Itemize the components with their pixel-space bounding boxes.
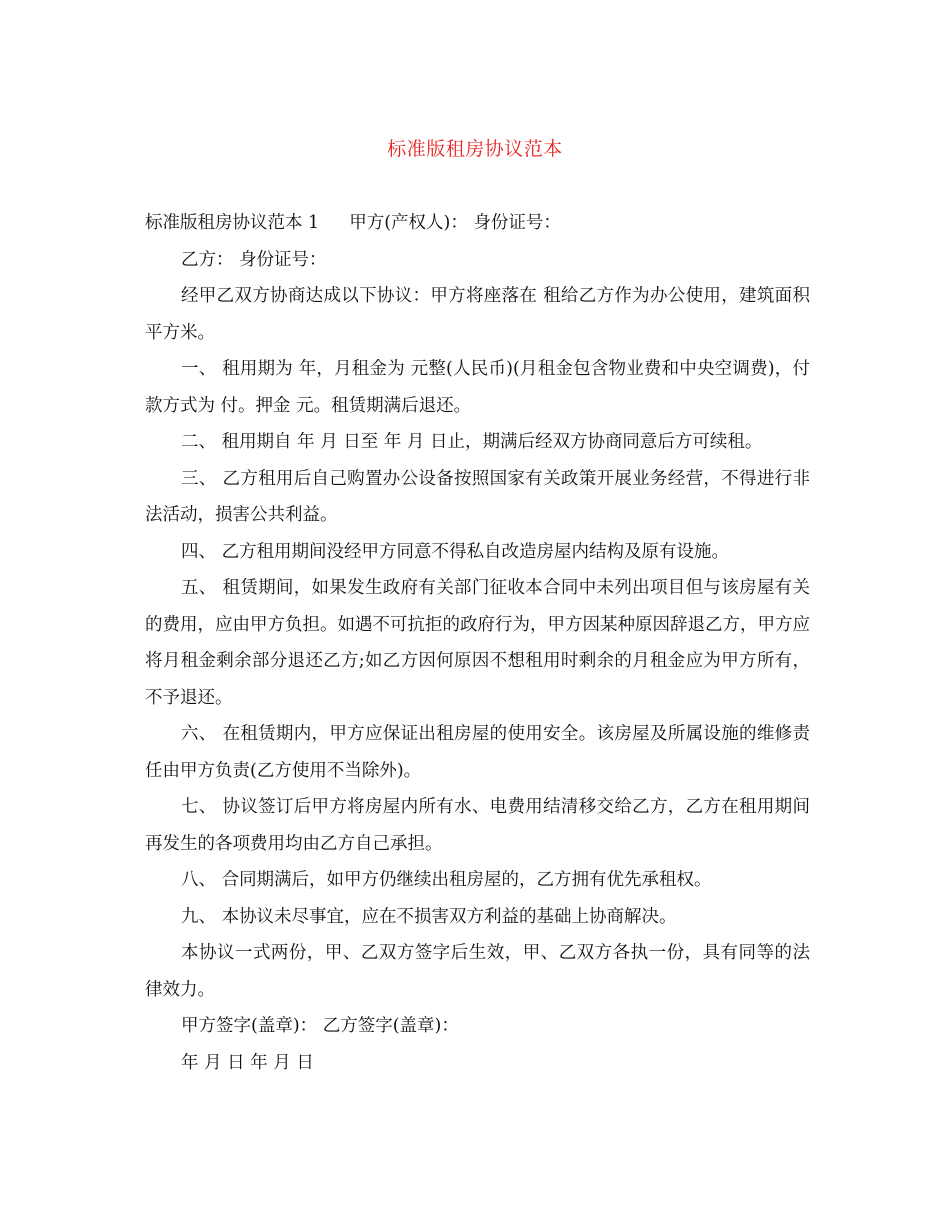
- clause-7: 七、 协议签订后甲方将房屋内所有水、电费用结清移交给乙方，乙方在租用期间再发生的各项费用均由乙方自己承担。: [145, 797, 810, 854]
- paragraph-intro: 经甲乙双方协商达成以下协议：甲方将座落在 租给乙方作为办公使用，建筑面积 平方米。: [145, 286, 810, 343]
- signature-line: 甲方签字(盖章)： 乙方签字(盖章)：: [181, 1016, 459, 1036]
- clause-5: 五、 租赁期间，如果发生政府有关部门征收本合同中未列出项目但与该房屋有关的费用，应由甲方负担。如遇不可抗拒的政府行为，甲方因某种原因辞退乙方，甲方应将月租金剩余部分退还乙方;如乙方因何原因不想租用时剩余的月租金应为甲方所有，不予退还。: [145, 578, 810, 708]
- clause-4: 四、 乙方租用期间没经甲方同意不得私自改造房屋内结构及原有设施。: [181, 541, 730, 562]
- party-b-line: 乙方： 身份证号：: [181, 249, 327, 270]
- clause-2: 二、 租用期自 年 月 日至 年 月 日止，期满后经双方协商同意后方可续租。: [181, 432, 763, 452]
- clause-3: 三、 乙方租用后自己购置办公设备按照国家有关政策开展业务经营，不得进行非法活动，损害公共利益。: [145, 468, 810, 525]
- id-number-label: 身份证号：: [473, 213, 561, 233]
- doc-name: 标准版租房协议范本 1: [145, 213, 320, 233]
- clause-1: 一、 租用期为 年，月租金为 元整(人民币)(月租金包含物业费和中央空调费)，付款方式为 付。押金 元。租赁期满后退还。: [145, 359, 810, 416]
- header-line: [145, 205, 810, 242]
- closing-paragraph: 本协议一式两份，甲、乙双方签字后生效，甲、乙双方各执一份，具有同等的法律效力。: [145, 943, 810, 1000]
- clause-8: 八、 合同期满后，如甲方仍继续出租房屋的，乙方拥有优先承租权。: [181, 870, 712, 890]
- document-body: [145, 205, 810, 1081]
- clause-6: 六、 在租赁期内，甲方应保证出租房屋的使用安全。该房屋及所属设施的维修责任由甲方负责(乙方使用不当除外)。: [145, 724, 810, 781]
- clause-9: 九、 本协议未尽事宜，应在不损害双方利益的基础上协商解决。: [181, 906, 677, 927]
- date-line: 年 月 日 年 月 日: [181, 1052, 314, 1073]
- document-title: 标准版租房协议范本: [387, 138, 563, 160]
- party-a-label: 甲方(产权人)：: [349, 213, 468, 233]
